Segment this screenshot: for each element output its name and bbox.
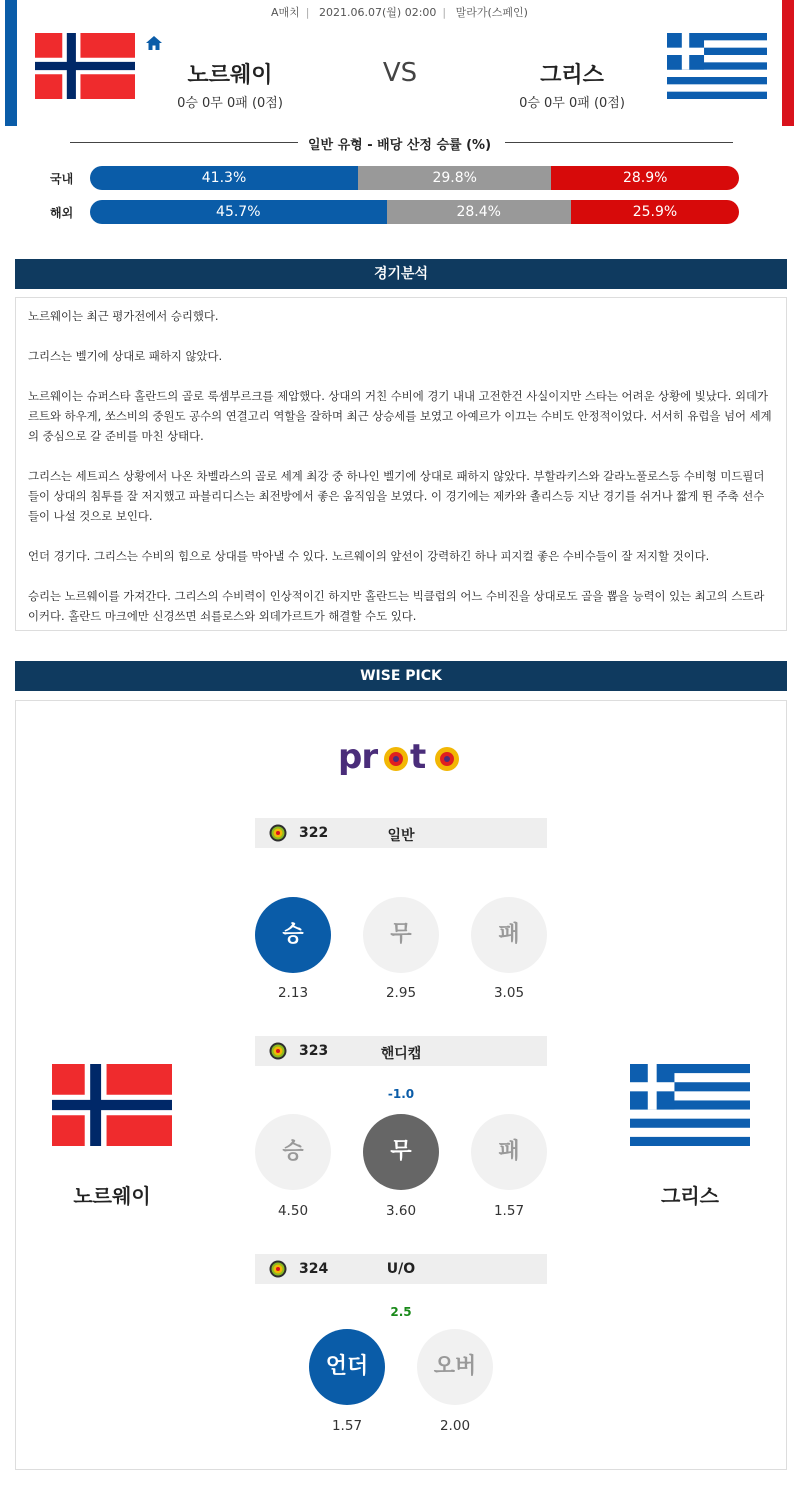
match-datetime: 2021.06.07(월) 02:00 (319, 6, 437, 19)
away-team-name: 그리스 (540, 63, 604, 88)
market-bar-under-over (255, 1254, 547, 1284)
away-team-record: 0승 0무 0패 (0점) (519, 96, 625, 111)
norway-flag (52, 1064, 172, 1146)
market-code: 323 (299, 1043, 329, 1059)
odd-value: 1.57 (493, 1203, 525, 1219)
analysis-paragraph: 그리스는 벨기에 상대로 패하지 않았다. (28, 349, 223, 363)
analysis-paragraph: 언더 경기다. 그리스는 수비의 힘으로 상대를 막아낼 수 있다. 노르웨이의 앞선이 강력하긴 하나 피지컬 좋은 수비수들이 잘 저지할 것이다. (28, 549, 710, 563)
rate-draw-segment: 29.8% (358, 166, 551, 190)
analysis-paragraph: 노르웨이는 슈퍼스타 홀란드의 골로 룩셈부르크를 제압했다. 상대의 거친 수비에 경기 내내 고전한건 사실이지만 스타는 어려운 상황에 빛났다. 외데가르트와 하우게, 쏘스비의 중원도 공수의 연결고리 역할을 잘하며 최근 상승세를 보였고 아예르가 이끄는 수비도 안정적이었다. 서서히 유럽을 넘어 세계의 중심으로 갈 준비를 마친 상태다. (28, 389, 772, 443)
target-icon (269, 1042, 287, 1060)
vs-label: VS (382, 58, 418, 88)
odd-value: 3.60 (385, 1203, 417, 1219)
market-code: 324 (299, 1261, 329, 1277)
market-code: 322 (299, 825, 329, 841)
analysis-paragraph: 승리는 노르웨이를 가져간다. 그리스의 수비력이 인상적이긴 하지만 홀란드는 빅클럽의 어느 수비진을 상대로도 골을 뽑을 능력이 있는 최고의 스트라이커다. 홀란드 마크에만 신경쓰면 쇠를로스와 외데가르트가 해결할 수도 있다. (28, 589, 765, 623)
pick-draw-button[interactable]: 무 (363, 897, 439, 973)
under-over-line: 2.5 (390, 1305, 412, 1319)
odd-value: 2.95 (385, 985, 417, 1001)
rate-bar (90, 166, 739, 190)
odd-value: 3.05 (493, 985, 525, 1001)
home-team-record: 0승 0무 0패 (0점) (177, 96, 283, 111)
home-team-name: 노르웨이 (73, 1184, 151, 1208)
match-type: A매치 (271, 6, 300, 19)
home-team-name: 노르웨이 (187, 63, 273, 88)
market-bar-handicap (255, 1036, 547, 1066)
home-icon[interactable] (145, 34, 163, 52)
pick-win-button[interactable]: 승 (255, 897, 331, 973)
rate-home-segment: 41.3% (90, 166, 358, 190)
rate-row-label: 해외 (50, 206, 74, 220)
analysis-paragraph: 그리스는 세트피스 상황에서 나온 차벨라스의 골로 세계 최강 중 하나인 벨기에 상대로 패하지 않았다. 부할라키스와 갈라노풀로스등 수비형 미드필더들이 상대의 침투를 잘 저지했고 파블리디스는 최전방에서 좋은 움직임을 보였다. 이 경기에는 제카와 촐리스등 지난 경기를 쉬거나 짧게 뛴 주축 선수들이 나설 것으로 보인다. (28, 469, 765, 523)
rate-away-segment: 25.9% (571, 200, 739, 224)
greece-flag (667, 33, 767, 99)
odd-value: 2.13 (277, 985, 309, 1001)
rate-row-overseas (0, 200, 799, 224)
wise-pick-header: WISE PICK (15, 661, 787, 691)
rate-bar (90, 200, 739, 224)
pick-over-button[interactable]: 오버 (417, 1329, 493, 1405)
svg-text:pr: pr (338, 741, 378, 777)
market-name: 핸디캡 (380, 1046, 422, 1062)
pick-lose-button[interactable]: 패 (471, 1114, 547, 1190)
analysis-body (15, 297, 787, 631)
rate-title: 일반 유형 - 배당 산정 승률 (%) (307, 138, 492, 153)
handicap-line: -1.0 (387, 1087, 415, 1101)
proto-logo (338, 741, 468, 779)
rate-draw-segment: 28.4% (387, 200, 571, 224)
odd-value: 1.57 (331, 1418, 363, 1434)
target-icon (269, 1260, 287, 1278)
match-meta: A매치 | 2021.06.07(월) 02:00 | 말라가(스페인) (271, 6, 528, 19)
match-venue: 말라가(스페인) (455, 6, 528, 19)
greece-flag (630, 1064, 750, 1146)
rate-divider-right (505, 142, 733, 143)
rate-away-segment: 28.9% (551, 166, 739, 190)
odd-value: 4.50 (277, 1203, 309, 1219)
svg-text:t: t (410, 741, 427, 777)
pick-under-button[interactable]: 언더 (309, 1329, 385, 1405)
match-header (0, 0, 799, 128)
analysis-header: 경기분석 (15, 259, 787, 289)
rate-row-label: 국내 (50, 172, 74, 186)
pick-draw-button[interactable]: 무 (363, 1114, 439, 1190)
odd-value: 2.00 (439, 1418, 471, 1434)
market-bar-general (255, 818, 547, 848)
target-icon (269, 824, 287, 842)
pick-lose-button[interactable]: 패 (471, 897, 547, 973)
rate-row-domestic (0, 166, 799, 190)
pick-win-button[interactable]: 승 (255, 1114, 331, 1190)
away-team-name: 그리스 (661, 1184, 719, 1208)
market-name: 일반 (387, 828, 415, 844)
norway-flag (35, 33, 135, 99)
rate-home-segment: 45.7% (90, 200, 387, 224)
analysis-paragraph: 노르웨이는 최근 평가전에서 승리했다. (28, 309, 219, 323)
market-name: U/O (386, 1261, 416, 1277)
